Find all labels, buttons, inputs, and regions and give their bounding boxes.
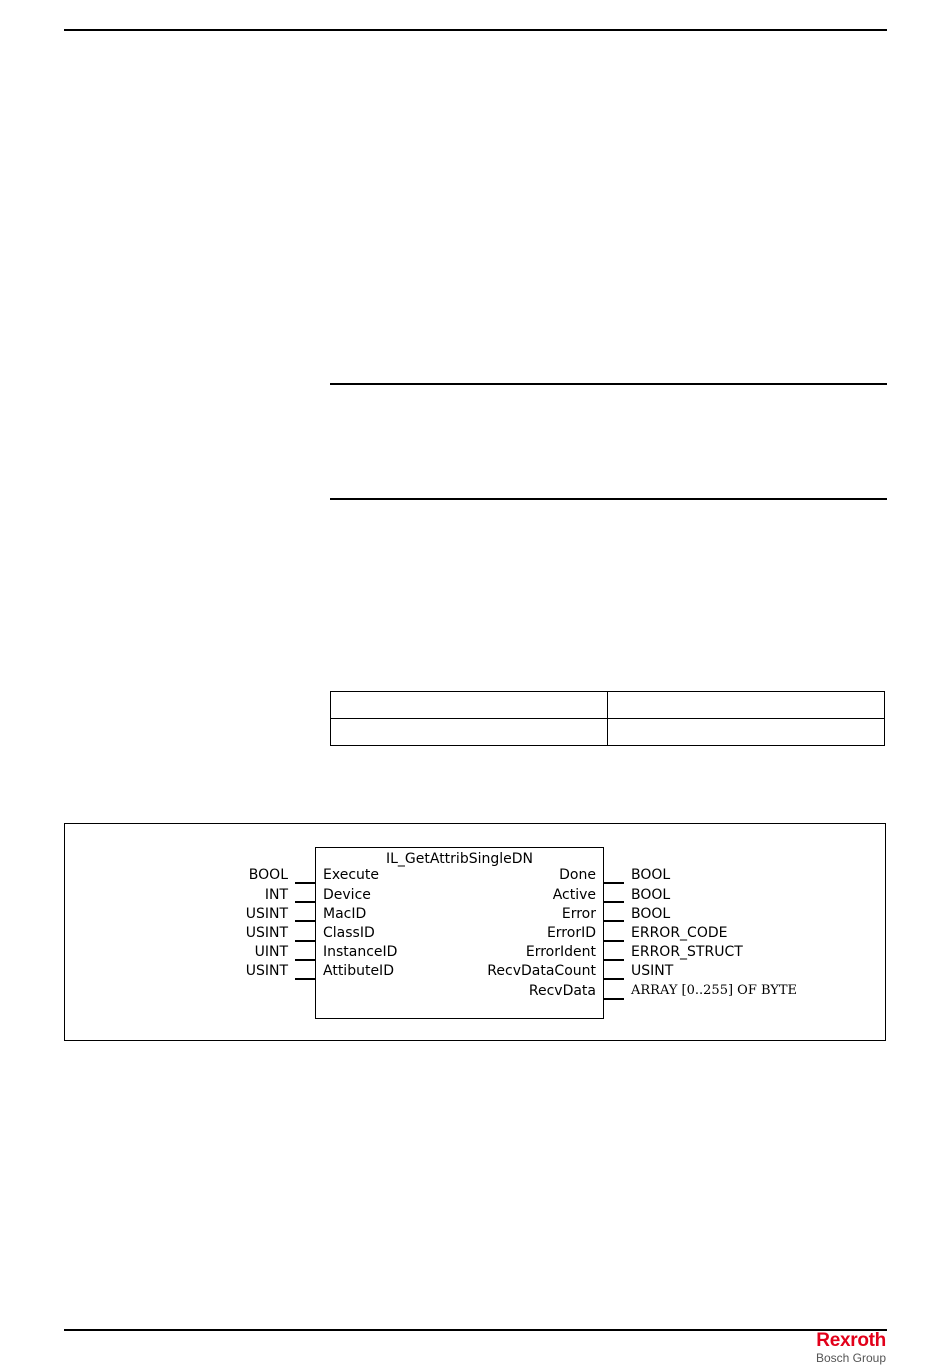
empty-table xyxy=(330,691,885,746)
section-rule-bottom xyxy=(330,498,887,500)
input-pin xyxy=(295,959,315,961)
output-name: Error xyxy=(561,906,596,922)
input-pin xyxy=(295,940,315,942)
output-type: ERROR_CODE xyxy=(631,925,728,941)
output-pin xyxy=(604,959,624,961)
input-name: Device xyxy=(323,887,371,903)
input-type: USINT xyxy=(245,906,288,922)
output-pin xyxy=(604,901,624,903)
table-row xyxy=(331,719,885,746)
output-type: ARRAY [0..255] OF BYTE xyxy=(631,983,798,998)
output-name: RecvData xyxy=(528,983,596,999)
output-pin xyxy=(604,920,624,922)
input-name: AttibuteID xyxy=(323,963,394,979)
input-pin xyxy=(295,920,315,922)
input-type: UINT xyxy=(254,944,288,960)
output-type: ERROR_STRUCT xyxy=(631,944,743,960)
output-name: ErrorIdent xyxy=(525,944,596,960)
input-type: USINT xyxy=(245,925,288,941)
logo-brand: Rexroth xyxy=(816,1330,886,1351)
function-block-title: IL_GetAttribSingleDN xyxy=(385,851,533,867)
rexroth-logo xyxy=(816,1331,886,1365)
footer-rule xyxy=(64,1329,887,1331)
table-cell xyxy=(331,692,608,719)
output-pin xyxy=(604,998,624,1000)
table-row xyxy=(331,692,885,719)
logo-group: Bosch Group xyxy=(815,1351,886,1365)
input-pin xyxy=(295,882,315,884)
input-name: MacID xyxy=(323,906,367,922)
section-rule-top xyxy=(330,383,887,385)
output-name: RecvDataCount xyxy=(487,963,596,979)
output-name: Active xyxy=(552,887,596,903)
input-pin xyxy=(295,901,315,903)
output-pin xyxy=(604,882,624,884)
input-type: BOOL xyxy=(248,867,288,883)
header-rule xyxy=(64,29,887,31)
input-name: InstanceID xyxy=(323,944,398,960)
table-cell xyxy=(608,719,885,746)
table-cell xyxy=(608,692,885,719)
output-pin xyxy=(604,978,624,980)
input-type: INT xyxy=(264,887,288,903)
output-name: Done xyxy=(559,867,596,883)
output-type: USINT xyxy=(631,963,674,979)
table-cell xyxy=(331,719,608,746)
output-type: BOOL xyxy=(631,906,671,922)
output-pin xyxy=(604,940,624,942)
input-pin xyxy=(295,978,315,980)
input-name: Execute xyxy=(323,867,379,883)
input-name: ClassID xyxy=(323,925,375,941)
output-name: ErrorID xyxy=(546,925,596,941)
input-type: USINT xyxy=(245,963,288,979)
output-type: BOOL xyxy=(631,867,671,883)
output-type: BOOL xyxy=(631,887,671,903)
